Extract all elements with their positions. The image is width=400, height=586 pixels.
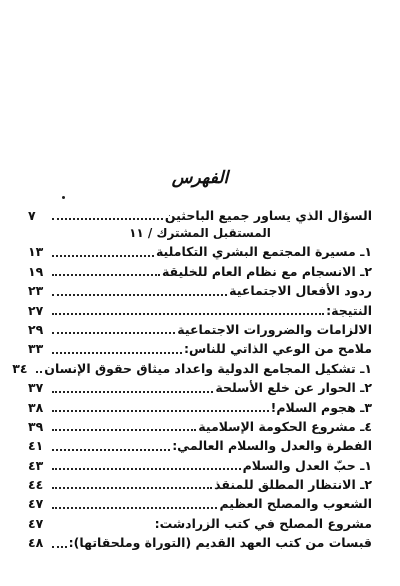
toc-entry-page: ٣٩ xyxy=(28,418,44,434)
toc-entry[interactable] xyxy=(28,494,372,513)
toc-entry-page: ٤٧ xyxy=(28,496,44,512)
toc-entry[interactable] xyxy=(12,359,372,378)
toc-entry[interactable] xyxy=(28,417,372,436)
toc-entry[interactable] xyxy=(28,320,372,339)
toc-entry[interactable] xyxy=(28,378,372,397)
table-of-contents xyxy=(12,206,372,553)
toc-entry-page: ٢٣ xyxy=(28,283,44,299)
toc-entry[interactable] xyxy=(28,242,372,261)
dot-leader xyxy=(52,332,175,334)
dot-leader xyxy=(52,352,182,354)
dot-leader xyxy=(52,487,212,489)
index-title: الفهرس xyxy=(171,168,229,188)
toc-entry[interactable] xyxy=(28,475,372,494)
toc-entry-title: ١ـ حبّ العدل والسلام xyxy=(242,457,372,473)
toc-entry-page: ٤٧ xyxy=(28,515,44,531)
dot-leader xyxy=(52,429,196,431)
toc-entry-title: ١ـ مسيرة المجتمع البشري التكاملية xyxy=(155,244,372,260)
dot-leader xyxy=(52,294,227,296)
dot-leader xyxy=(52,218,163,220)
toc-entry-title: ملامح من الوعي الذاتي للناس: xyxy=(183,341,372,357)
toc-entry[interactable] xyxy=(28,281,372,300)
toc-entry-page: ١٣ xyxy=(28,244,44,260)
toc-entry[interactable] xyxy=(28,514,372,533)
toc-section-title: المستقبل المشترك / ١١ xyxy=(129,226,271,241)
toc-entry-page: ٤٣ xyxy=(28,457,44,473)
dot-leader xyxy=(52,391,213,393)
toc-entry[interactable] xyxy=(28,301,372,320)
toc-entry-title: قبسات من كتب العهد القديم (التوراة وملحقاتها): xyxy=(68,535,372,551)
toc-entry[interactable] xyxy=(28,398,372,417)
toc-entry-title: النتيجة: xyxy=(326,302,372,318)
toc-entry-title: ٢ـ الانسجام مع نظام العام للخليقة xyxy=(161,263,372,279)
toc-entry-title: ٢ـ الحوار عن خلع الأسلحة xyxy=(215,380,372,396)
toc-entry-title: ردود الأفعال الاجتماعية xyxy=(229,283,372,299)
toc-entry-page: ٢٩ xyxy=(28,321,44,337)
dot-leader xyxy=(52,449,170,451)
toc-entry-title: الشعوب والمصلح العظيم xyxy=(219,496,372,512)
toc-entry[interactable] xyxy=(28,206,372,225)
toc-entry-page: ٤٨ xyxy=(28,535,44,551)
toc-entry[interactable] xyxy=(28,533,372,552)
dot-leader xyxy=(52,274,160,276)
dot-leader xyxy=(52,507,217,509)
dot-leader xyxy=(52,313,324,315)
toc-entry-page: ٣٤ xyxy=(12,360,28,376)
toc-entry-title: ١ـ تشكيل المجامع الدولية واعداد ميثاق حقوق الإنسان xyxy=(44,360,372,376)
toc-entry-title: السؤال الذي يساور جميع الباحثين xyxy=(164,207,372,223)
toc-entry-page: ٣٧ xyxy=(28,380,44,396)
toc-entry[interactable] xyxy=(28,456,372,475)
toc-entry[interactable] xyxy=(28,436,372,455)
toc-entry-title: ٢ـ الانتظار المطلق للمنقذ xyxy=(214,477,372,493)
toc-entry[interactable] xyxy=(28,262,372,281)
toc-section-heading[interactable] xyxy=(28,225,372,242)
toc-entry-page: ٣٨ xyxy=(28,399,44,415)
stray-dot xyxy=(62,196,65,199)
toc-entry-title: مشروع المصلح في كتب الزرادشت: xyxy=(154,515,372,531)
dot-leader xyxy=(52,410,269,412)
toc-entry-title: ٤ـ مشروع الحكومة الإسلامية xyxy=(198,418,372,434)
toc-entry-page: ٧ xyxy=(28,207,36,223)
toc-entry-title: ٣ـ هجوم السلام! xyxy=(270,399,372,415)
dot-leader xyxy=(36,371,42,373)
toc-entry-page: ٣٣ xyxy=(28,341,44,357)
dot-leader xyxy=(52,468,241,470)
toc-entry-page: ٤١ xyxy=(28,438,44,454)
dot-leader xyxy=(52,546,67,548)
toc-entry-page: ٤٤ xyxy=(28,477,44,493)
toc-entry-title: الالزامات والضرورات الاجتماعية xyxy=(177,321,372,337)
toc-entry-page: ١٩ xyxy=(28,263,44,279)
toc-entry-title: الفطرة والعدل والسلام العالمي: xyxy=(172,438,372,454)
toc-entry[interactable] xyxy=(28,339,372,358)
dot-leader xyxy=(52,255,154,257)
toc-entry-page: ٢٧ xyxy=(28,302,44,318)
